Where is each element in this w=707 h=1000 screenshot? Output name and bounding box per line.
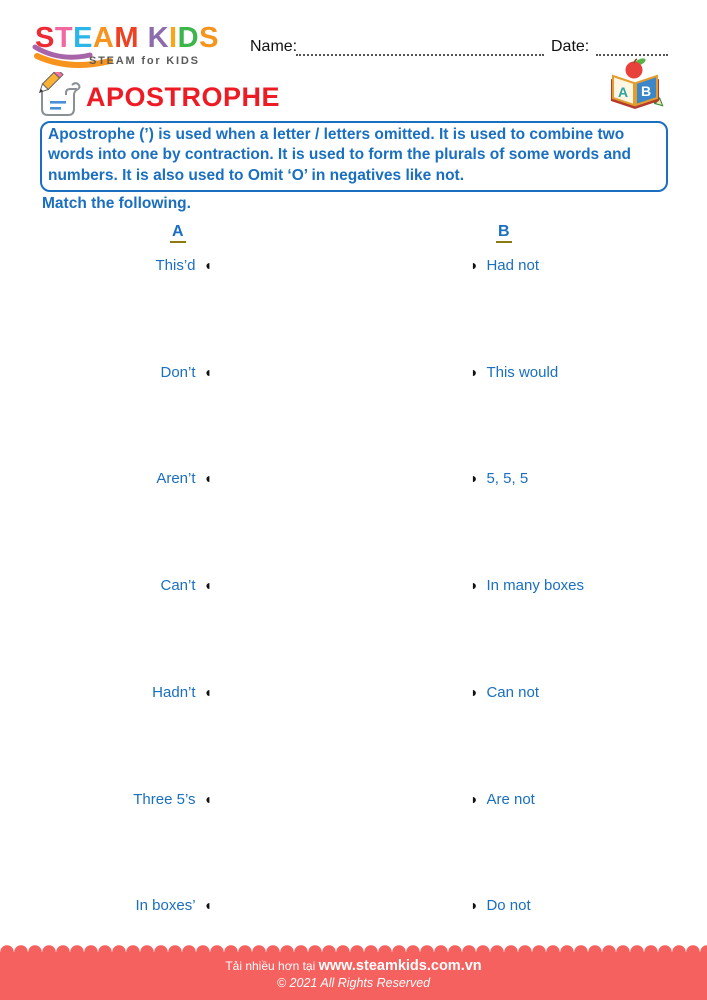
match-row xyxy=(0,364,707,386)
connector-left-icon[interactable]: ◖ xyxy=(203,257,212,273)
match-row xyxy=(0,791,707,813)
match-row xyxy=(0,684,707,706)
date-label: Date: xyxy=(551,38,590,55)
svg-text:A: A xyxy=(617,84,629,100)
match-row xyxy=(0,897,707,919)
match-right-label: Do not xyxy=(486,897,531,915)
match-right-item[interactable] xyxy=(470,577,584,594)
match-right-label: In many boxes xyxy=(486,577,585,595)
match-right-item[interactable] xyxy=(470,257,539,274)
name-input-line[interactable] xyxy=(296,40,544,56)
connector-right-icon[interactable]: ◗ xyxy=(470,363,479,380)
match-left-item[interactable] xyxy=(0,470,212,487)
scroll-pencil-icon xyxy=(38,72,84,120)
logo-letter: K xyxy=(147,22,170,54)
logo-letter: M xyxy=(114,22,140,54)
logo-letter: A xyxy=(92,22,115,54)
match-right-item[interactable] xyxy=(470,897,531,914)
match-right-label: 5, 5, 5 xyxy=(486,470,529,488)
logo-letter: D xyxy=(177,22,200,54)
connector-right-icon[interactable]: ◗ xyxy=(470,470,479,487)
match-right-label: Had not xyxy=(486,257,540,274)
connector-right-icon[interactable]: ◗ xyxy=(470,577,479,594)
connector-right-icon[interactable]: ◗ xyxy=(470,897,479,914)
abc-book-icon xyxy=(606,55,664,115)
match-left-label: Can’t xyxy=(160,577,196,595)
name-label: Name: xyxy=(250,38,298,55)
logo-letter: T xyxy=(54,22,74,54)
connector-left-icon[interactable]: ◖ xyxy=(203,790,212,807)
match-row xyxy=(0,470,707,492)
connector-right-icon[interactable]: ◗ xyxy=(470,683,479,700)
match-left-item[interactable] xyxy=(0,684,212,701)
footer-url[interactable]: www.steamkids.com.vn xyxy=(318,958,482,974)
connector-left-icon[interactable]: ◖ xyxy=(203,363,212,380)
match-right-item[interactable] xyxy=(470,470,528,487)
footer-download-text xyxy=(0,958,707,974)
match-right-label: This would xyxy=(486,363,559,381)
steam-kids-logo xyxy=(35,24,245,70)
match-left-label: Hadn’t xyxy=(152,683,196,701)
match-left-label: This’d xyxy=(155,257,196,274)
match-right-item[interactable] xyxy=(470,684,539,701)
match-left-item[interactable] xyxy=(0,897,212,914)
match-left-label: In boxes’ xyxy=(135,897,196,915)
connector-left-icon[interactable]: ◖ xyxy=(203,577,212,594)
connector-right-icon[interactable]: ◗ xyxy=(470,790,479,807)
page-title: APOSTROPHE xyxy=(86,82,281,112)
match-right-item[interactable] xyxy=(470,364,558,381)
logo-letter: S xyxy=(35,22,55,54)
match-right-label: Can not xyxy=(486,683,540,701)
logo-letter: E xyxy=(73,22,93,54)
match-right-label: Are not xyxy=(486,790,535,808)
match-right-item[interactable] xyxy=(470,791,535,808)
logo-letter: I xyxy=(169,22,178,54)
match-row xyxy=(0,257,707,279)
match-left-item[interactable] xyxy=(0,791,212,808)
logo-subtitle: STEAM for KIDS xyxy=(89,55,200,67)
match-left-label: Aren’t xyxy=(156,470,196,488)
connector-left-icon[interactable]: ◖ xyxy=(203,470,212,487)
column-header-a: A xyxy=(170,223,186,241)
match-left-item[interactable] xyxy=(0,364,212,381)
footer-band xyxy=(0,952,707,1000)
match-row xyxy=(0,577,707,599)
footer-prefix: Tải nhiều hơn tại xyxy=(225,959,319,973)
match-left-label: Don’t xyxy=(160,363,196,381)
match-heading: Match the following. xyxy=(42,195,191,212)
svg-text:B: B xyxy=(640,83,652,99)
connector-right-icon[interactable]: ◗ xyxy=(470,257,479,273)
connector-left-icon[interactable]: ◖ xyxy=(203,683,212,700)
match-left-item[interactable] xyxy=(0,257,212,274)
logo-letter: S xyxy=(199,22,219,54)
connector-left-icon[interactable]: ◖ xyxy=(203,897,212,914)
instruction-box: Apostrophe (’) is used when a letter / letters omitted. It is used to combine two words into one by contraction. It is used to form the plurals of some words and numbers. It is also used to Omit ‘O’ in negatives like not. xyxy=(40,121,668,192)
column-header-b: B xyxy=(496,223,512,241)
date-input-line[interactable] xyxy=(596,40,668,56)
footer-copyright: © 2021 All Rights Reserved xyxy=(276,976,431,990)
match-left-item[interactable] xyxy=(0,577,212,594)
match-left-label: Three 5’s xyxy=(133,790,196,808)
